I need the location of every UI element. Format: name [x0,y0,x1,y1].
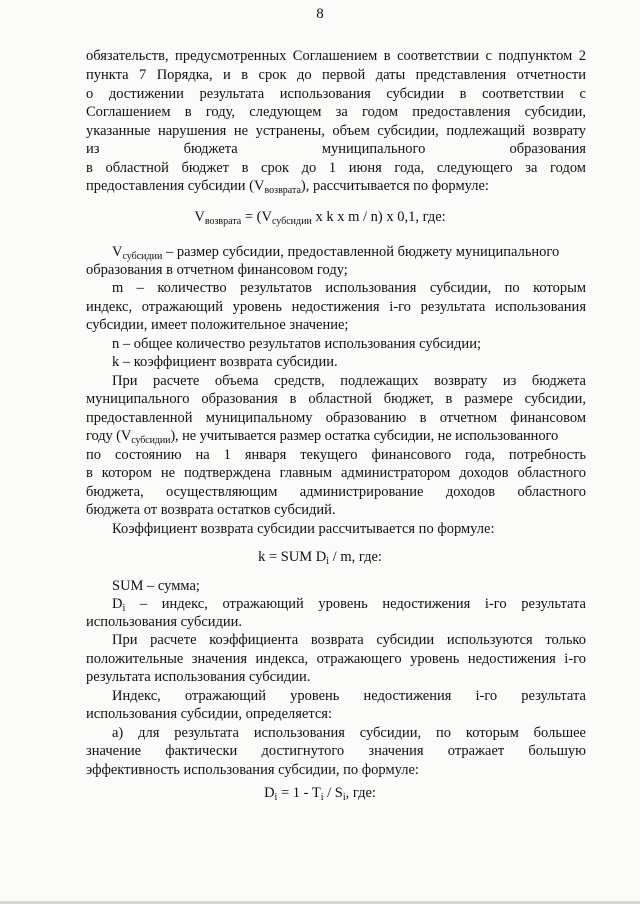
text-line: обязательств, предусмотренных Соглашением в соответствии с подпунктом 2 [86,48,586,64]
definition-k: k – коэффициент возврата субсидии. [112,354,338,370]
text-line: бюджета от возврата остатков субсидий. [86,502,336,518]
text-line: Коэффициент возврата субсидии рассчитывается по формуле: [112,521,495,537]
text-line: субсидии, имеет положительное значение; [86,317,349,333]
text-line: использования субсидии, определяется: [86,706,332,722]
text-line: в областной бюджет в срок до 1 июня года, следующего за годом [86,160,586,176]
definition-sum: SUM – сумма; [112,578,200,594]
definition-di: $D_i$ – индекс, отражающий уровень недостижения i-го результата [112,596,586,614]
word: муниципального [321,141,426,157]
formula-coefficient-k: k = SUM $D_i$ / m, где: [258,549,382,567]
text-line: При расчете коэффициента возврата субсидии используются только [112,632,586,648]
text-line: результата использования субсидии. [86,669,311,685]
text-line-spread: значение фактически достигнутого значения отражает большую [86,743,586,759]
text-line: указанные нарушения не устранены, объем субсидии, подлежащий возврату [86,123,586,139]
text-line: бюджета, осуществляющим администрирование доходов областного [86,484,586,500]
text-line: использования субсидии. [86,614,243,630]
text-line: о достижении результата использования субсидии в соответствии с [86,86,586,102]
text-line: Соглашением в году, следующем за годом предоставления субсидии, [86,104,586,120]
text-line: по состоянию на 1 января текущего финансового года, потребность [86,447,586,463]
definition-m: m – количество результатов использования субсидии, по которым [112,280,586,296]
word: образования [509,141,586,157]
text-line: пункта 7 Порядка, и в срок до первой даты представления отчетности [86,67,586,83]
text-line: предоставления субсидии $(V_{возврата})$, рассчитывается по формуле: [86,178,489,196]
text-line-spread [86,140,586,159]
formula-index-di: $D_i = 1 - T_i / S_i$, где: [264,785,376,803]
definition-v-subsidy: $V_{субсидии}$ – размер субсидии, предоставленной бюджету муниципального [112,244,560,262]
text-line: индекс, отражающий уровень недостижения i-го результата использования [86,299,586,315]
text-line: положительные значения индекса, отражающего уровень недостижения i-го [86,651,586,667]
text-line: муниципального образования в областной бюджет, в размере субсидии, [86,391,586,407]
text-line: а) для результата использования субсидии, по которым большее [112,725,586,741]
formula-return-volume: $V_{возврата} = (V_{субсидии}$ x k x m / n) x 0,1, где: [194,209,446,227]
text-line-spread: Индекс, отражающий уровень недостижения i-го результата [112,688,586,704]
word: бюджета [183,141,238,157]
text-line: образования в отчетном финансовом году; [86,262,348,278]
text-line: в котором не подтверждена главным администратором доходов областного [86,465,586,481]
text-line: году $(V_{субсидии})$, не учитывается размер остатка субсидии, не использованного [86,428,559,446]
definition-n: n – общее количество результатов использования субсидии; [112,336,481,352]
text-line: При расчете объема средств, подлежащих возврату из бюджета [112,373,586,389]
text-line: предоставленной муниципальному образованию в отчетном финансовом [86,410,586,426]
word: из [86,141,100,157]
text-line: эффективность использования субсидии, по формуле: [86,762,419,778]
page-number: 8 [316,6,324,22]
